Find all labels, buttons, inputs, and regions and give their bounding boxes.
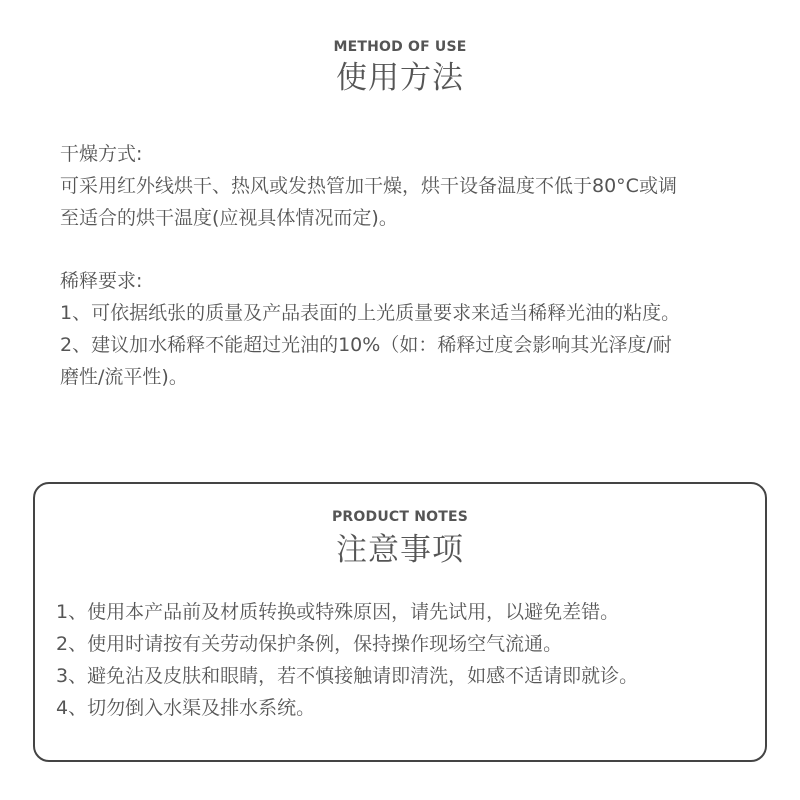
- notes-eyebrow: PRODUCT NOTES: [331, 509, 469, 525]
- dilution-line-1: 1、可依据纸张的质量及产品表面的上光质量要求来适当稀释光油的粘度。: [60, 302, 681, 324]
- dilution-line-2: 2、建议加水稀释不能超过光油的10%（如：稀释过度会影响其光泽度/耐: [60, 334, 672, 356]
- drying-line-1: 可采用红外线烘干、热风或发热管加干燥，烘干设备温度不低于80°C或调: [60, 175, 677, 197]
- dilution-label: 稀释要求:: [60, 270, 143, 292]
- dilution-line-3: 磨性/流平性)。: [60, 366, 188, 388]
- dilution-requirements-section: [60, 265, 750, 393]
- notes-item-2: 2、使用时请按有关劳动保护条例，保持操作现场空气流通。: [56, 633, 563, 655]
- drying-line-2: 至适合的烘干温度(应视具体情况而定)。: [60, 207, 398, 229]
- drying-method-section: [60, 138, 750, 234]
- product-notes-list: [56, 596, 756, 724]
- notes-item-3: 3、避免沾及皮肤和眼睛，若不慎接触请即清洗，如感不适请即就诊。: [56, 665, 639, 687]
- drying-label: 干燥方式:: [60, 143, 143, 165]
- notes-title: 注意事项: [336, 532, 464, 568]
- notes-item-1: 1、使用本产品前及材质转换或特殊原因，请先试用，以避免差错。: [56, 601, 620, 623]
- method-eyebrow: METHOD OF USE: [333, 39, 467, 55]
- notes-item-4: 4、切勿倒入水渠及排水系统。: [56, 697, 316, 719]
- method-title: 使用方法: [336, 60, 464, 96]
- method-of-use-header: [0, 38, 800, 98]
- product-notes-header: [0, 508, 800, 570]
